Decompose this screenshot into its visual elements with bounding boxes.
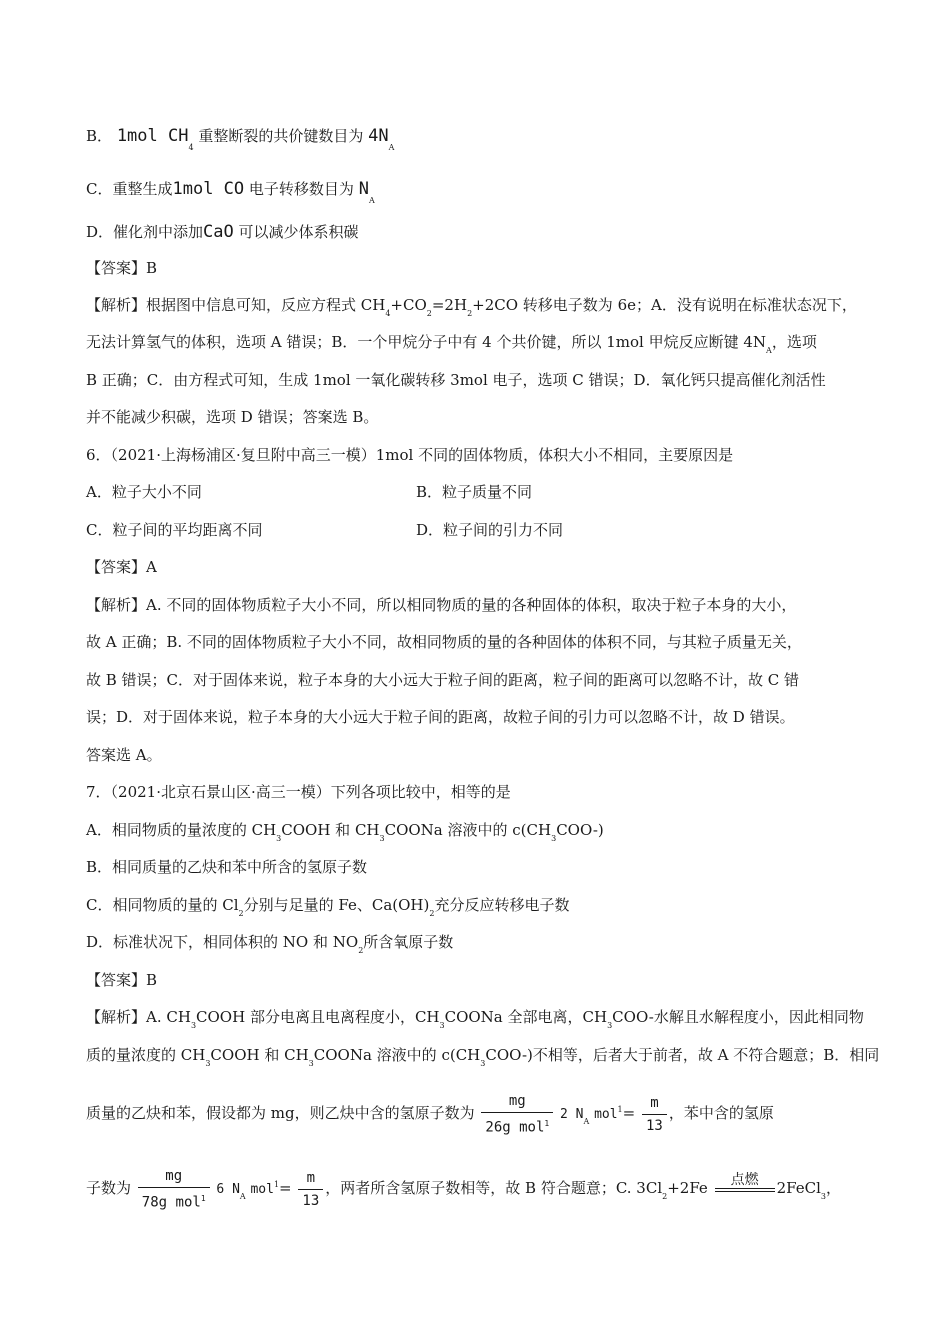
superscript: 1 <box>544 1118 550 1128</box>
text: COO-) <box>556 821 604 839</box>
subscript: 2 <box>429 909 435 918</box>
fraction <box>642 1092 667 1137</box>
text: COONa 溶液中的 c(CH <box>384 821 552 839</box>
option-d: D．粒子间的引力不同 <box>416 521 564 539</box>
text: 26g mol <box>485 1119 545 1136</box>
option-a: A．粒子大小不同 <box>86 483 202 501</box>
fraction <box>481 1090 553 1139</box>
explanation-7-line-2 <box>86 1043 880 1068</box>
subscript: A <box>368 196 375 205</box>
option-label: D．催化剂中添加 <box>86 223 204 241</box>
fraction <box>138 1165 210 1214</box>
subscript: 3 <box>820 1192 826 1201</box>
subscript: 3 <box>308 1059 314 1068</box>
subscript: A <box>583 1117 590 1126</box>
subscript: 3 <box>607 1021 613 1030</box>
subscript: 4 <box>385 309 391 318</box>
text: mol <box>594 1107 618 1122</box>
explanation-6-line-5: 答案选 A。 <box>86 746 162 764</box>
reaction-arrow <box>715 1172 775 1206</box>
subscript: A <box>388 143 395 152</box>
explanation-7-line-1 <box>86 1005 876 1029</box>
text: mol <box>250 1182 274 1197</box>
text: 【解析】A. CH <box>86 1008 191 1026</box>
question-7-option-c <box>86 893 876 917</box>
subscript: 3 <box>205 1059 211 1068</box>
answer-5: 【答案】B <box>86 259 158 277</box>
text: 分别与足量的 Fe、Ca(OH) <box>243 896 430 914</box>
explanation-6-line-3: 故 B 错误；C．对于固体来说，粒子本身的大小远大于粒子间的距离，粒子间的距离可以忽略不计，故 C 错 <box>86 671 800 689</box>
subscript: 3 <box>480 1059 486 1068</box>
option-label: C．重整生成 <box>86 180 173 198</box>
option-b <box>86 124 876 151</box>
option-label: B． <box>86 127 113 145</box>
subscript: 3 <box>439 1021 445 1030</box>
subscript: 3 <box>276 834 282 843</box>
question-6-options-row-1 <box>86 480 876 504</box>
text: = <box>622 1104 636 1122</box>
text: 无法计算氢气的体积，选项 A 错误；B．一个甲烷分子中有 4 个共价键，所以 1mol 甲烷反应断键 4N <box>86 333 767 351</box>
text: COONa 溶液中的 c(CH <box>313 1046 481 1064</box>
text: 充分反应转移电子数 <box>434 896 570 914</box>
question-6-stem: 6．（2021·上海杨浦区·复旦附中高三一模）1mol 不同的固体物质，体积大小不相同，主要原因是 <box>86 446 734 464</box>
text: +2CO 转移电子数为 6e <box>472 296 636 314</box>
question-7-option-d <box>86 930 876 954</box>
superscript: 1 <box>200 1193 206 1203</box>
text: ， <box>825 1179 841 1197</box>
explanation-6-line-4: 误；D．对于固体来说，粒子本身的大小远大于粒子间的距离，故粒子间的引力可以忽略不计，故 D 错误。 <box>86 708 795 726</box>
explanation-7-line-4 <box>86 1160 876 1215</box>
reaction-condition: 点燃 <box>730 1172 759 1188</box>
subscript: 2 <box>358 946 364 955</box>
text: +CO <box>390 296 427 314</box>
denominator <box>138 1188 210 1214</box>
question-7-option-b: B．相同质量的乙炔和苯中所含的氢原子数 <box>86 858 368 876</box>
fraction <box>298 1167 323 1212</box>
text: COO-水解且水解程度小，因此相同物 <box>612 1008 864 1026</box>
text: 2FeCl <box>776 1179 821 1197</box>
denominator <box>481 1113 553 1139</box>
formula: N <box>358 179 369 199</box>
formula: 1mol CH <box>116 126 189 146</box>
question-7-option-a <box>86 818 876 842</box>
explanation-5-line-2 <box>86 330 876 354</box>
explanation-5-line-4: 并不能减少积碳，选项 D 错误；答案选 B。 <box>86 408 379 426</box>
subscript: 2 <box>662 1192 668 1201</box>
option-d <box>86 220 876 244</box>
text: ；A．没有说明在标准状态况下， <box>636 296 857 314</box>
answer-6: 【答案】A <box>86 558 157 576</box>
text: 质的量浓度的 CH <box>86 1046 206 1064</box>
question-7-stem: 7．（2021·北京石景山区·高三一模）下列各项比较中，相等的是 <box>86 783 511 801</box>
text: 【解析】根据图中信息可知，反应方程式 CH <box>86 296 386 314</box>
superscript: 1 <box>617 1105 623 1114</box>
numerator: m <box>298 1167 323 1190</box>
subscript: 3 <box>190 1021 197 1030</box>
text: COOH 和 CH <box>210 1046 309 1064</box>
option-b: B．粒子质量不同 <box>416 483 533 501</box>
text: 6 N <box>216 1182 240 1197</box>
formula: 4N <box>368 126 389 146</box>
subscript: A <box>239 1192 246 1201</box>
text: = <box>279 1179 292 1197</box>
option-text: 重整断裂的共价键数目为 <box>198 127 364 145</box>
option-text: 电子转移数目为 <box>248 180 354 198</box>
text: 质量的乙炔和苯，假设都为 mg，则乙炔中含的氢原子数为 <box>86 1104 475 1122</box>
question-6-options-row-2 <box>86 518 876 542</box>
text: A．相同物质的量浓度的 CH <box>86 821 277 839</box>
formula: 1mol CO <box>172 179 245 199</box>
text: D．标准状况下，相同体积的 NO 和 NO <box>86 933 359 951</box>
text: ，苯中含的氢原 <box>668 1104 774 1122</box>
denominator: 13 <box>302 1192 320 1209</box>
subscript: A <box>766 346 772 355</box>
explanation-5-line-3: B 正确；C．由方程式可知，生成 1mol 一氧化碳转移 3mol 电子，选项 C 错误；D．氧化钙只提高催化剂活性 <box>86 371 826 389</box>
numerator: m <box>642 1092 667 1115</box>
denominator: 13 <box>646 1117 663 1134</box>
option-c: C．粒子间的平均距离不同 <box>86 521 263 539</box>
option-text: 可以减少体系积碳 <box>238 223 359 241</box>
subscript: 2 <box>238 909 244 918</box>
text: C．相同物质的量的 Cl <box>86 896 239 914</box>
text: COOH 部分电离且电离程度小，CH <box>196 1008 440 1026</box>
text: +2Fe <box>667 1179 708 1197</box>
subscript: 3 <box>379 834 385 843</box>
superscript: 1 <box>273 1180 280 1189</box>
text: ，两者所含氢原子数相等，故 B 符合题意；C. 3Cl <box>325 1179 663 1197</box>
explanation-6-line-2: 故 A 正确；B. 不同的固体物质粒子大小不同，故相同物质的量的各种固体的体积不同，与其粒子质量无关， <box>86 633 802 651</box>
text: COO-)不相等，后者大于前者，故 A 不符合题意；B．相同 <box>485 1046 880 1064</box>
text: 78g mol <box>141 1194 201 1211</box>
option-c <box>86 177 876 204</box>
subscript: 2 <box>467 309 473 318</box>
text: ，选项 <box>771 333 817 351</box>
answer-7: 【答案】B <box>86 971 158 989</box>
text: 2 N <box>560 1107 584 1122</box>
explanation-6-line-1: 【解析】A. 不同的固体物质粒子大小不同，所以相同物质的量的各种固体的体积，取决于粒子本身的大小， <box>86 596 797 614</box>
text: =2H <box>431 296 468 314</box>
text: COONa 全部电离，CH <box>444 1008 608 1026</box>
subscript: 2 <box>426 309 432 318</box>
numerator: mg <box>138 1165 210 1188</box>
explanation-7-line-3 <box>86 1085 876 1140</box>
text: 所含氧原子数 <box>363 933 454 951</box>
subscript: 3 <box>551 834 557 843</box>
explanation-5-line-1 <box>86 293 876 317</box>
subscript: 4 <box>188 143 194 152</box>
formula: CaO <box>203 222 234 242</box>
text: COOH 和 CH <box>281 821 380 839</box>
numerator: mg <box>481 1090 553 1113</box>
text: 子数为 <box>86 1179 132 1197</box>
